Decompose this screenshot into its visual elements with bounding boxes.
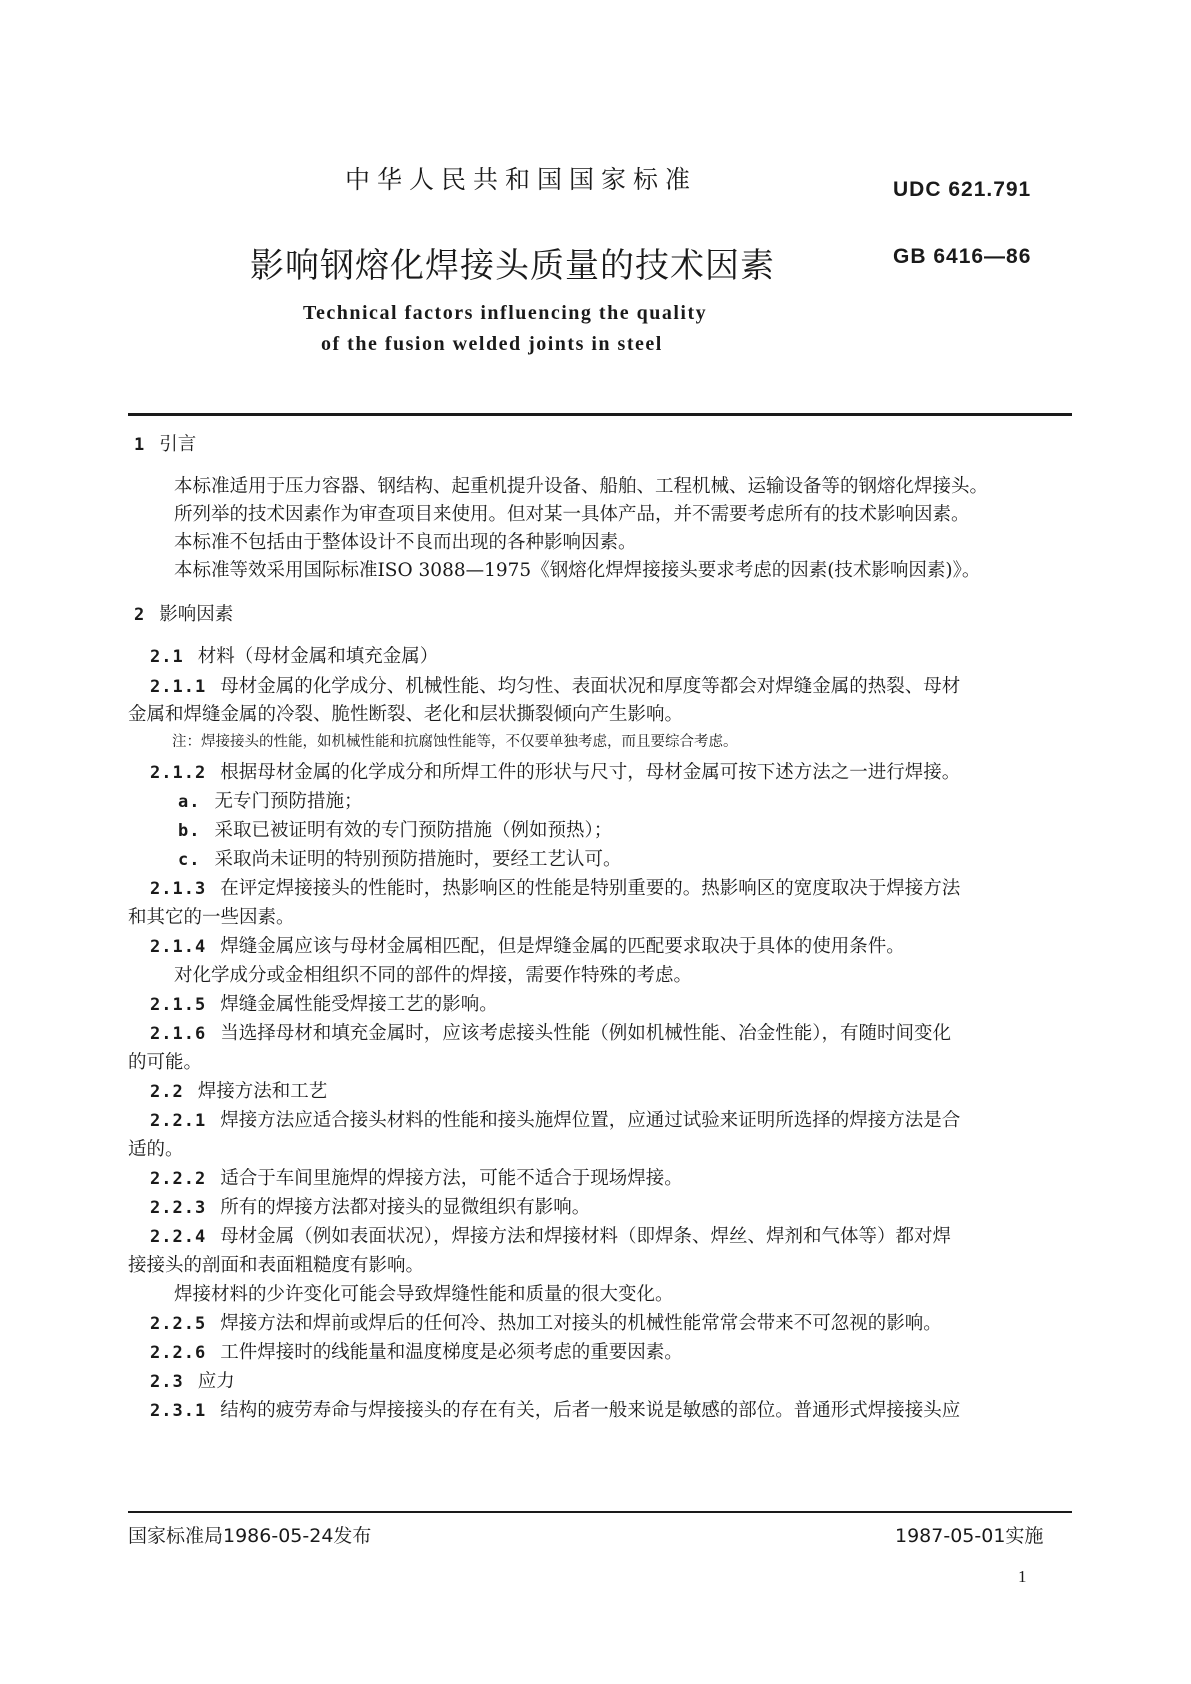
section-1-paragraph-4: 本标准等效采用国际标准ISO 3088—1975《钢熔化焊焊接接头要求考虑的因素(技术影响因素)》。 xyxy=(174,560,981,581)
page-number: 1 xyxy=(1018,1567,1027,1586)
section-1-heading: 1 引言 xyxy=(134,434,197,455)
section-2-heading: 2 影响因素 xyxy=(134,604,234,625)
list-item-b: b. 采取已被证明有效的专门预防措施（例如预热）； xyxy=(178,820,613,841)
clause-2-2-heading: 2.2 焊接方法和工艺 xyxy=(150,1081,328,1102)
clause-2-2-4: 2.2.4 母材金属（例如表面状况），焊接方法和焊接材料（即焊条、焊丝、焊剂和气体等）都对焊 xyxy=(150,1226,951,1247)
standard-code: GB 6416—86 xyxy=(893,245,1032,268)
clause-2-1-6-continued: 的可能。 xyxy=(128,1052,203,1073)
clause-2-2-1-continued: 适的。 xyxy=(128,1139,184,1160)
clause-2-1-6: 2.1.6 当选择母材和填充金属时，应该考虑接头性能（例如机械性能、冶金性能），有随时间变化 xyxy=(150,1023,951,1044)
page-title-english-line2: of the fusion welded joints in steel xyxy=(321,333,663,355)
clause-2-2-6: 2.2.6 工件焊接时的线能量和温度梯度是必须考虑的重要因素。 xyxy=(150,1342,683,1363)
clause-2-1-2: 2.1.2 根据母材金属的化学成分和所焊工件的形状与尺寸，母材金属可按下述方法之一进行焊接。 xyxy=(150,762,961,783)
udc-code: UDC 621.791 xyxy=(893,178,1032,201)
section-1-paragraph-2: 所列举的技术因素作为审查项目来使用。但对某一具体产品，并不需要考虑所有的技术影响因素。 xyxy=(174,504,970,525)
clause-2-2-4-paragraph-2: 焊接材料的少许变化可能会导致焊缝性能和质量的很大变化。 xyxy=(174,1284,674,1305)
list-item-a: a. 无专门预防措施； xyxy=(178,791,363,812)
clause-2-1-1-continued: 金属和焊缝金属的冷裂、脆性断裂、老化和层状撕裂倾向产生影响。 xyxy=(128,704,684,725)
clause-2-2-5: 2.2.5 焊接方法和焊前或焊后的任何冷、热加工对接头的机械性能常常会带来不可忽视的影响。 xyxy=(150,1313,942,1334)
clause-2-1-3-continued: 和其它的一些因素。 xyxy=(128,907,295,928)
clause-2-1-5: 2.1.5 焊缝金属性能受焊接工艺的影响。 xyxy=(150,994,498,1015)
header-divider xyxy=(128,413,1072,416)
national-standard-label: 中华人民共和国国家标准 xyxy=(345,165,698,194)
clause-2-1-heading: 2.1 材料（母材金属和填充金属） xyxy=(150,646,439,667)
section-1-paragraph-1: 本标准适用于压力容器、钢结构、起重机提升设备、船舶、工程机械、运输设备等的钢熔化焊接头。 xyxy=(174,476,989,497)
clause-2-1-4-continued: 对化学成分或金相组织不同的部件的焊接，需要作特殊的考虑。 xyxy=(174,965,693,986)
clause-2-3-1: 2.3.1 结构的疲劳寿命与焊接接头的存在有关，后者一般来说是敏感的部位。普通形式焊接接头应 xyxy=(150,1400,961,1421)
footer-divider xyxy=(128,1511,1072,1513)
page-title-english-line1: Technical factors influencing the quality xyxy=(303,302,708,324)
issue-date: 国家标准局1986-05-24发布 xyxy=(128,1525,372,1547)
effective-date: 1987-05-01实施 xyxy=(895,1525,1044,1547)
clause-2-1-1-note: 注：焊接接头的性能，如机械性能和抗腐蚀性能等，不仅要单独考虑，而且要综合考虑。 xyxy=(172,734,738,750)
page-title-chinese: 影响钢熔化焊接头质量的技术因素 xyxy=(250,246,775,286)
clause-2-1-1: 2.1.1 母材金属的化学成分、机械性能、均匀性、表面状况和厚度等都会对焊缝金属的热裂、母材 xyxy=(150,676,961,697)
clause-2-3-heading: 2.3 应力 xyxy=(150,1371,235,1392)
clause-2-2-4-continued: 接接头的剖面和表面粗糙度有影响。 xyxy=(128,1255,425,1276)
clause-2-1-3: 2.1.3 在评定焊接接头的性能时，热影响区的性能是特别重要的。热影响区的宽度取决于焊接方法 xyxy=(150,878,961,899)
clause-2-2-3: 2.2.3 所有的焊接方法都对接头的显微组织有影响。 xyxy=(150,1197,591,1218)
list-item-c: c. 采取尚未证明的特别预防措施时，要经工艺认可。 xyxy=(178,849,622,870)
section-1-paragraph-3: 本标准不包括由于整体设计不良而出现的各种影响因素。 xyxy=(174,532,637,553)
clause-2-1-4: 2.1.4 焊缝金属应该与母材金属相匹配，但是焊缝金属的匹配要求取决于具体的使用条件。 xyxy=(150,936,905,957)
clause-2-2-1: 2.2.1 焊接方法应适合接头材料的性能和接头施焊位置，应通过试验来证明所选择的焊接方法是合 xyxy=(150,1110,961,1131)
clause-2-2-2: 2.2.2 适合于车间里施焊的焊接方法，可能不适合于现场焊接。 xyxy=(150,1168,683,1189)
